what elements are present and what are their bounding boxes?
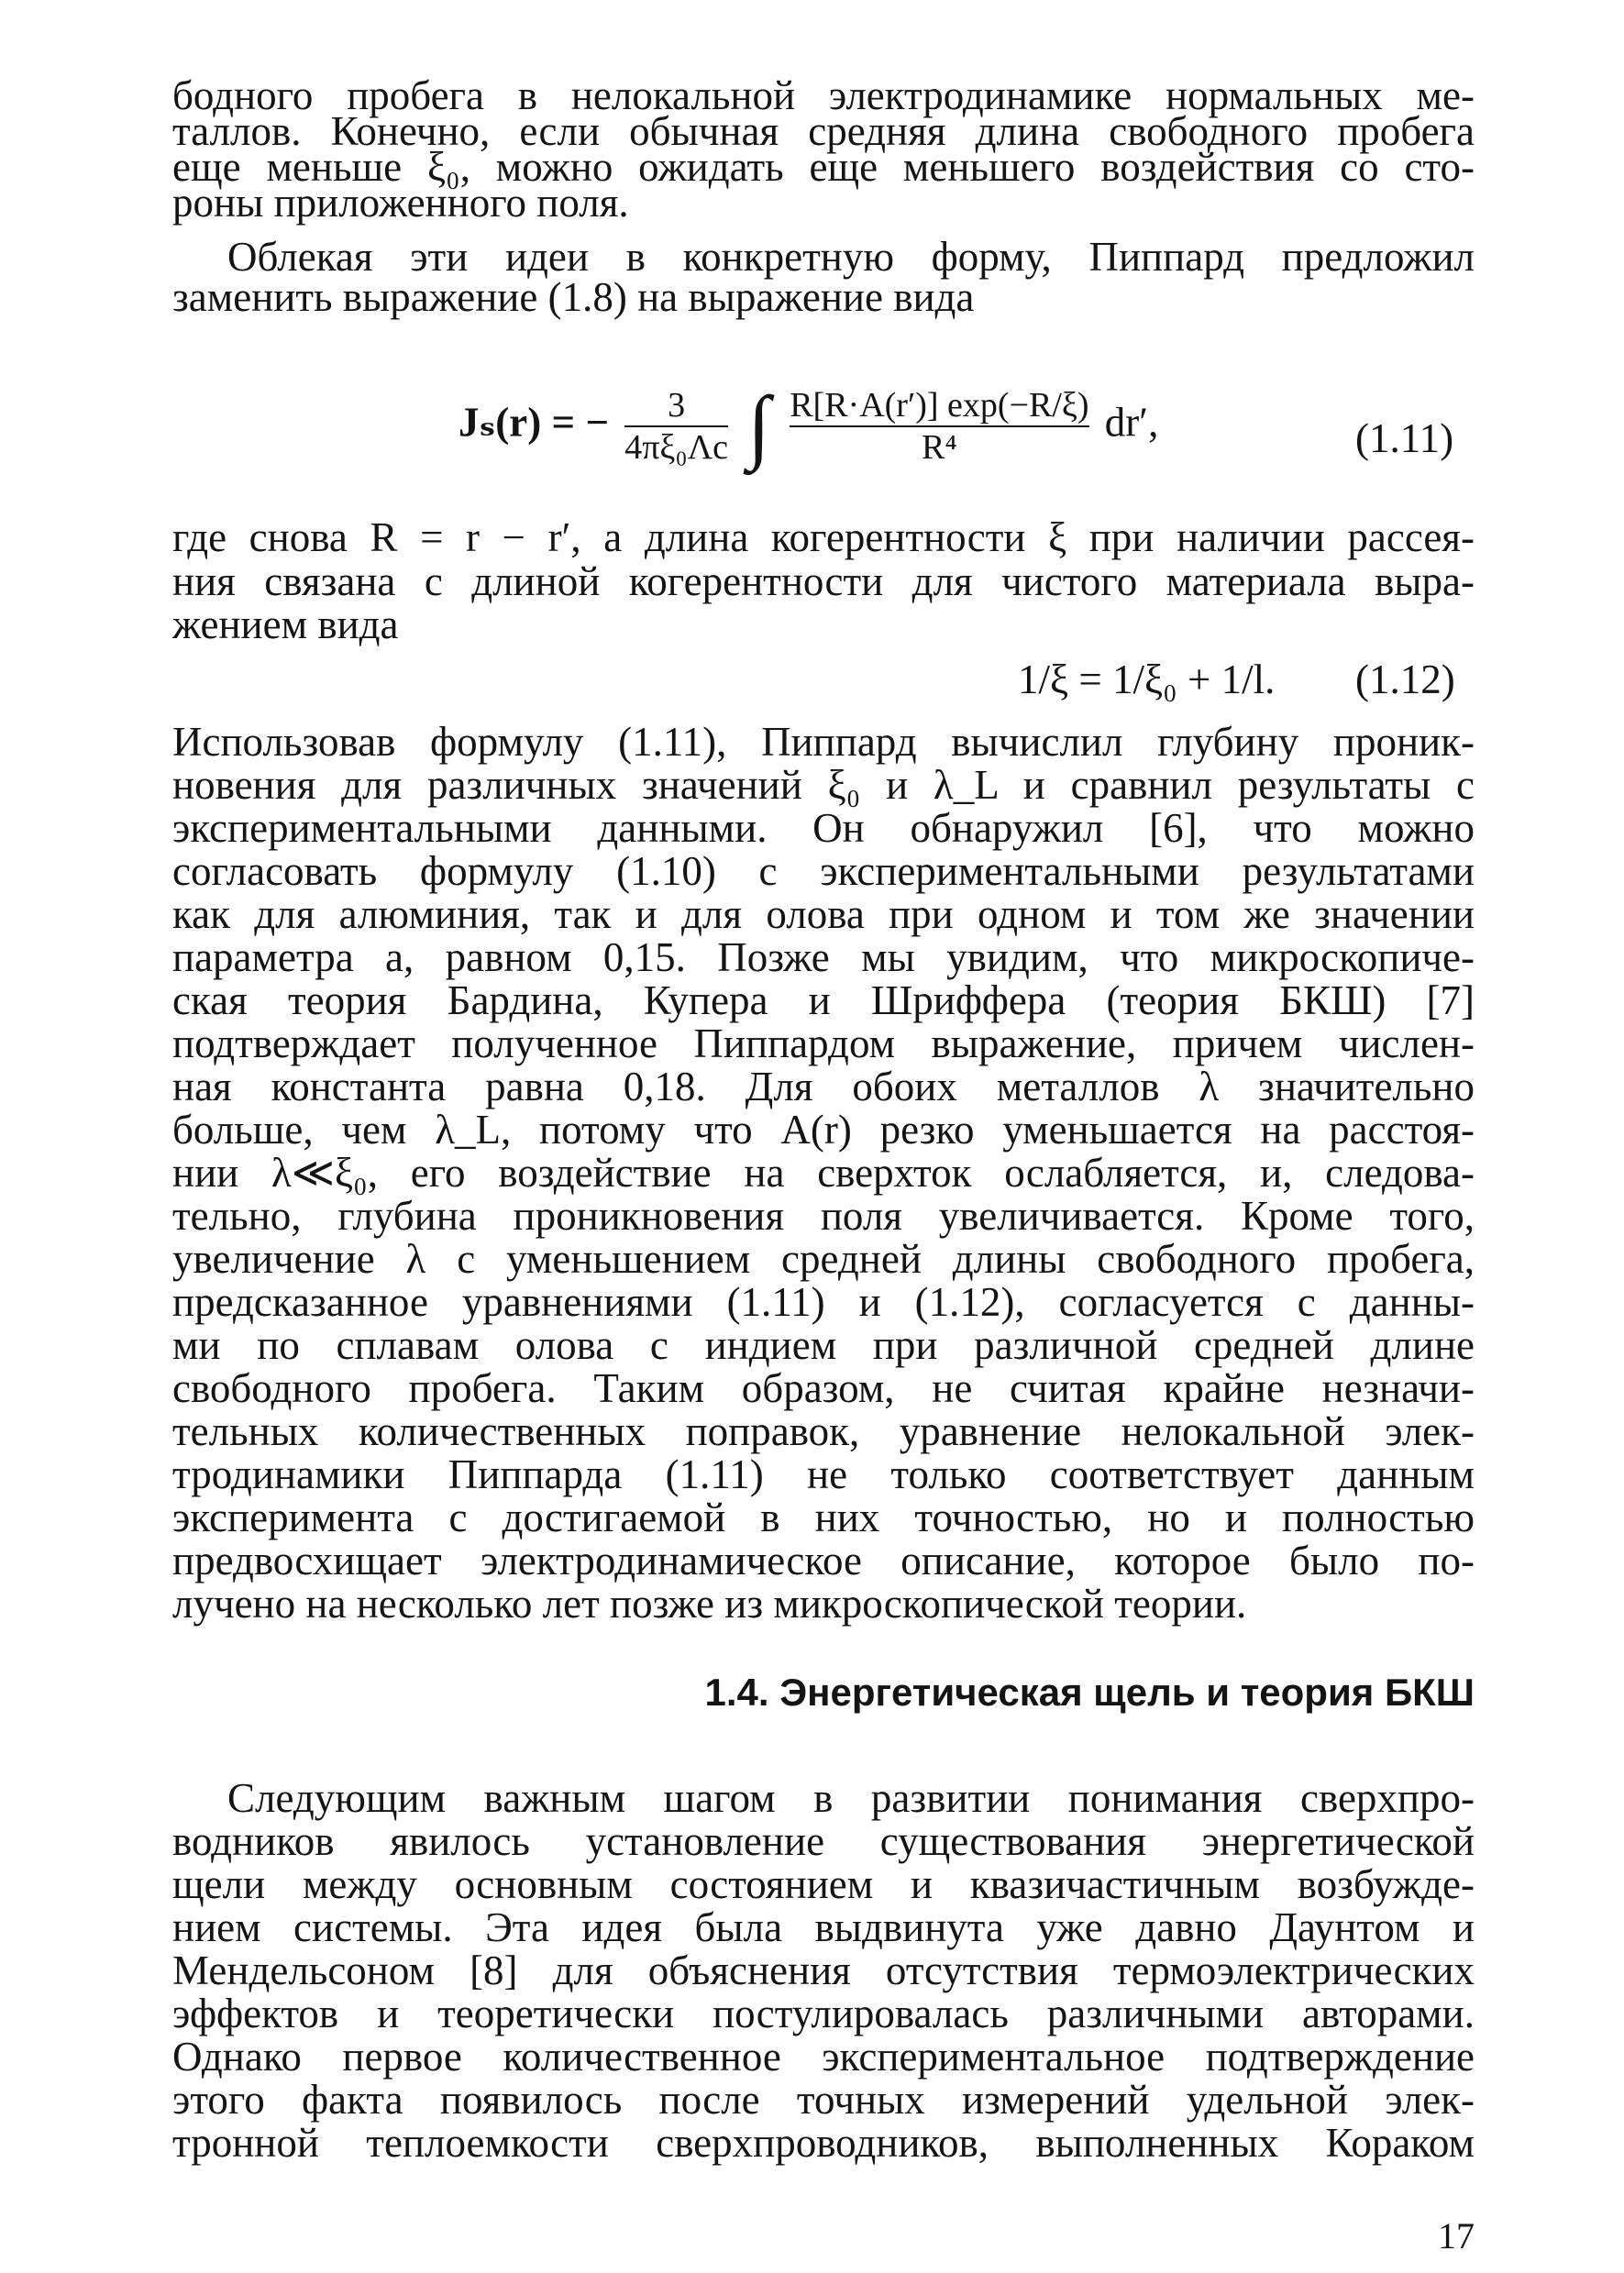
eq-coef-num: 3 [668, 386, 686, 425]
text-line: новения для различных значений ξ₀ и λ_L и сравнил результаты с [172, 762, 1475, 808]
equation-1-12: 1/ξ = 1/ξ₀ + 1/l. [1018, 657, 1276, 702]
text-line: ская теория Бардина, Купера и Шриффера (теория БКШ) [7] [172, 977, 1475, 1023]
text-line: ния связана с длиной когерентности для чистого материала выра- [172, 558, 1475, 604]
page-number: 17 [1438, 2215, 1475, 2256]
text-line: увеличение λ с уменьшением средней длины свободного пробега, [172, 1236, 1475, 1282]
text-line: ми по сплавам олова с индием при различной средней длине [172, 1322, 1475, 1368]
eq-differential: dr′, [1104, 399, 1159, 446]
equation-label: (1.11) [1355, 415, 1454, 461]
text-line: бодного пробега в нелокальной электродинамике нормальных ме- [172, 72, 1475, 118]
text-line: ная константа равна 0,18. Для обоих металлов λ значительно [172, 1064, 1475, 1109]
text-line: водников явилось установление существования энергетической [172, 1818, 1475, 1864]
text-line: жением вида [172, 601, 399, 647]
eq-lhs: Jₛ(r) = − [458, 399, 609, 446]
eq-int-num: R[R·A(r′)] exp(−R/ξ) [790, 386, 1089, 425]
text-line: где снова R = r − r′, а длина когерентности ξ при наличии рассея- [172, 514, 1475, 560]
eq-coef-den: 4πξ₀Λc [624, 425, 728, 468]
section-heading: 1.4. Энергетическая щель и теория БКШ [704, 1671, 1475, 1714]
text-line: Использовав формулу (1.11), Пиппард вычислил глубину проник- [172, 719, 1475, 765]
text-line: Следующим важным шагом в развитии понимания сверхпро- [227, 1775, 1475, 1821]
text-line: роны приложенного поля. [172, 180, 629, 226]
eq-integrand [790, 385, 1088, 468]
text-line: как для алюминия, так и для олова при одном и том же значении [172, 891, 1475, 937]
equation-label: (1.12) [1355, 657, 1455, 702]
integral-sign: ∫ [747, 381, 770, 471]
text-line: параметра a, равном 0,15. Позже мы увидим, что микроскопиче- [172, 934, 1475, 980]
text-line: лучено на несколько лет позже из микроскопической теории. [172, 1581, 1247, 1627]
text-line: тродинамики Пиппарда (1.11) не только соответствует данным [172, 1451, 1475, 1497]
text-line: эффектов и теоретически постулировалась различными авторами. [172, 1991, 1475, 2036]
text-line: больше, чем λ_L, потому что A(r) резко уменьшается на расстоя- [172, 1107, 1475, 1153]
text-line: предсказанное уравнениями (1.11) и (1.12), согласуется с данны- [172, 1279, 1475, 1325]
text-line: тронной теплоемкости сверхпроводников, выполненных Кораком [172, 2120, 1475, 2166]
text-line: заменить выражение (1.8) на выражение вида [172, 274, 975, 320]
text-line: тельно, глубина проникновения поля увеличивается. Кроме того, [172, 1193, 1475, 1239]
text-line: Однако первое количественное экспериментальное подтверждение [172, 2034, 1475, 2080]
text-line: еще меньше ξ₀, можно ожидать еще меньшего воздействия со сто- [172, 144, 1475, 190]
text-line: свободного пробега. Таким образом, не считая крайне незначи- [172, 1365, 1475, 1411]
eq-int-den: R⁴ [790, 425, 1088, 468]
text-line: этого факта появилось после точных измерений удельной элек- [172, 2077, 1475, 2123]
text-line: Облекая эти идеи в конкретную форму, Пиппард предложил [227, 234, 1475, 280]
text-line: экспериментальными данными. Он обнаружил [6], что можно [172, 805, 1475, 851]
text-line: щели между основным состоянием и квазичастичным возбужде- [172, 1861, 1475, 1907]
eq-coefficient [624, 385, 728, 468]
text-line: тельных количественных поправок, уравнение нелокальной элек- [172, 1408, 1475, 1454]
text-line: Мендельсоном [8] для объяснения отсутствия термоэлектрических [172, 1947, 1475, 1993]
text-line: таллов. Конечно, если обычная средняя длина свободного пробега [172, 108, 1475, 154]
text-line: нием системы. Эта идея была выдвинута уже давно Даунтом и [172, 1904, 1475, 1950]
text-line: согласовать формулу (1.10) с экспериментальными результатами [172, 848, 1475, 894]
text-line: эксперимента с достигаемой в них точностью, но и полностью [172, 1495, 1475, 1540]
text-line: нии λ≪ξ₀, его воздействие на сверхток ослабляется, и, следова- [172, 1150, 1475, 1196]
equation-1-11 [458, 381, 1159, 471]
text-line: подтверждает полученное Пиппардом выражение, причем числен- [172, 1021, 1475, 1066]
text-line: предвосхищает электродинамическое описание, которое было по- [172, 1538, 1475, 1583]
